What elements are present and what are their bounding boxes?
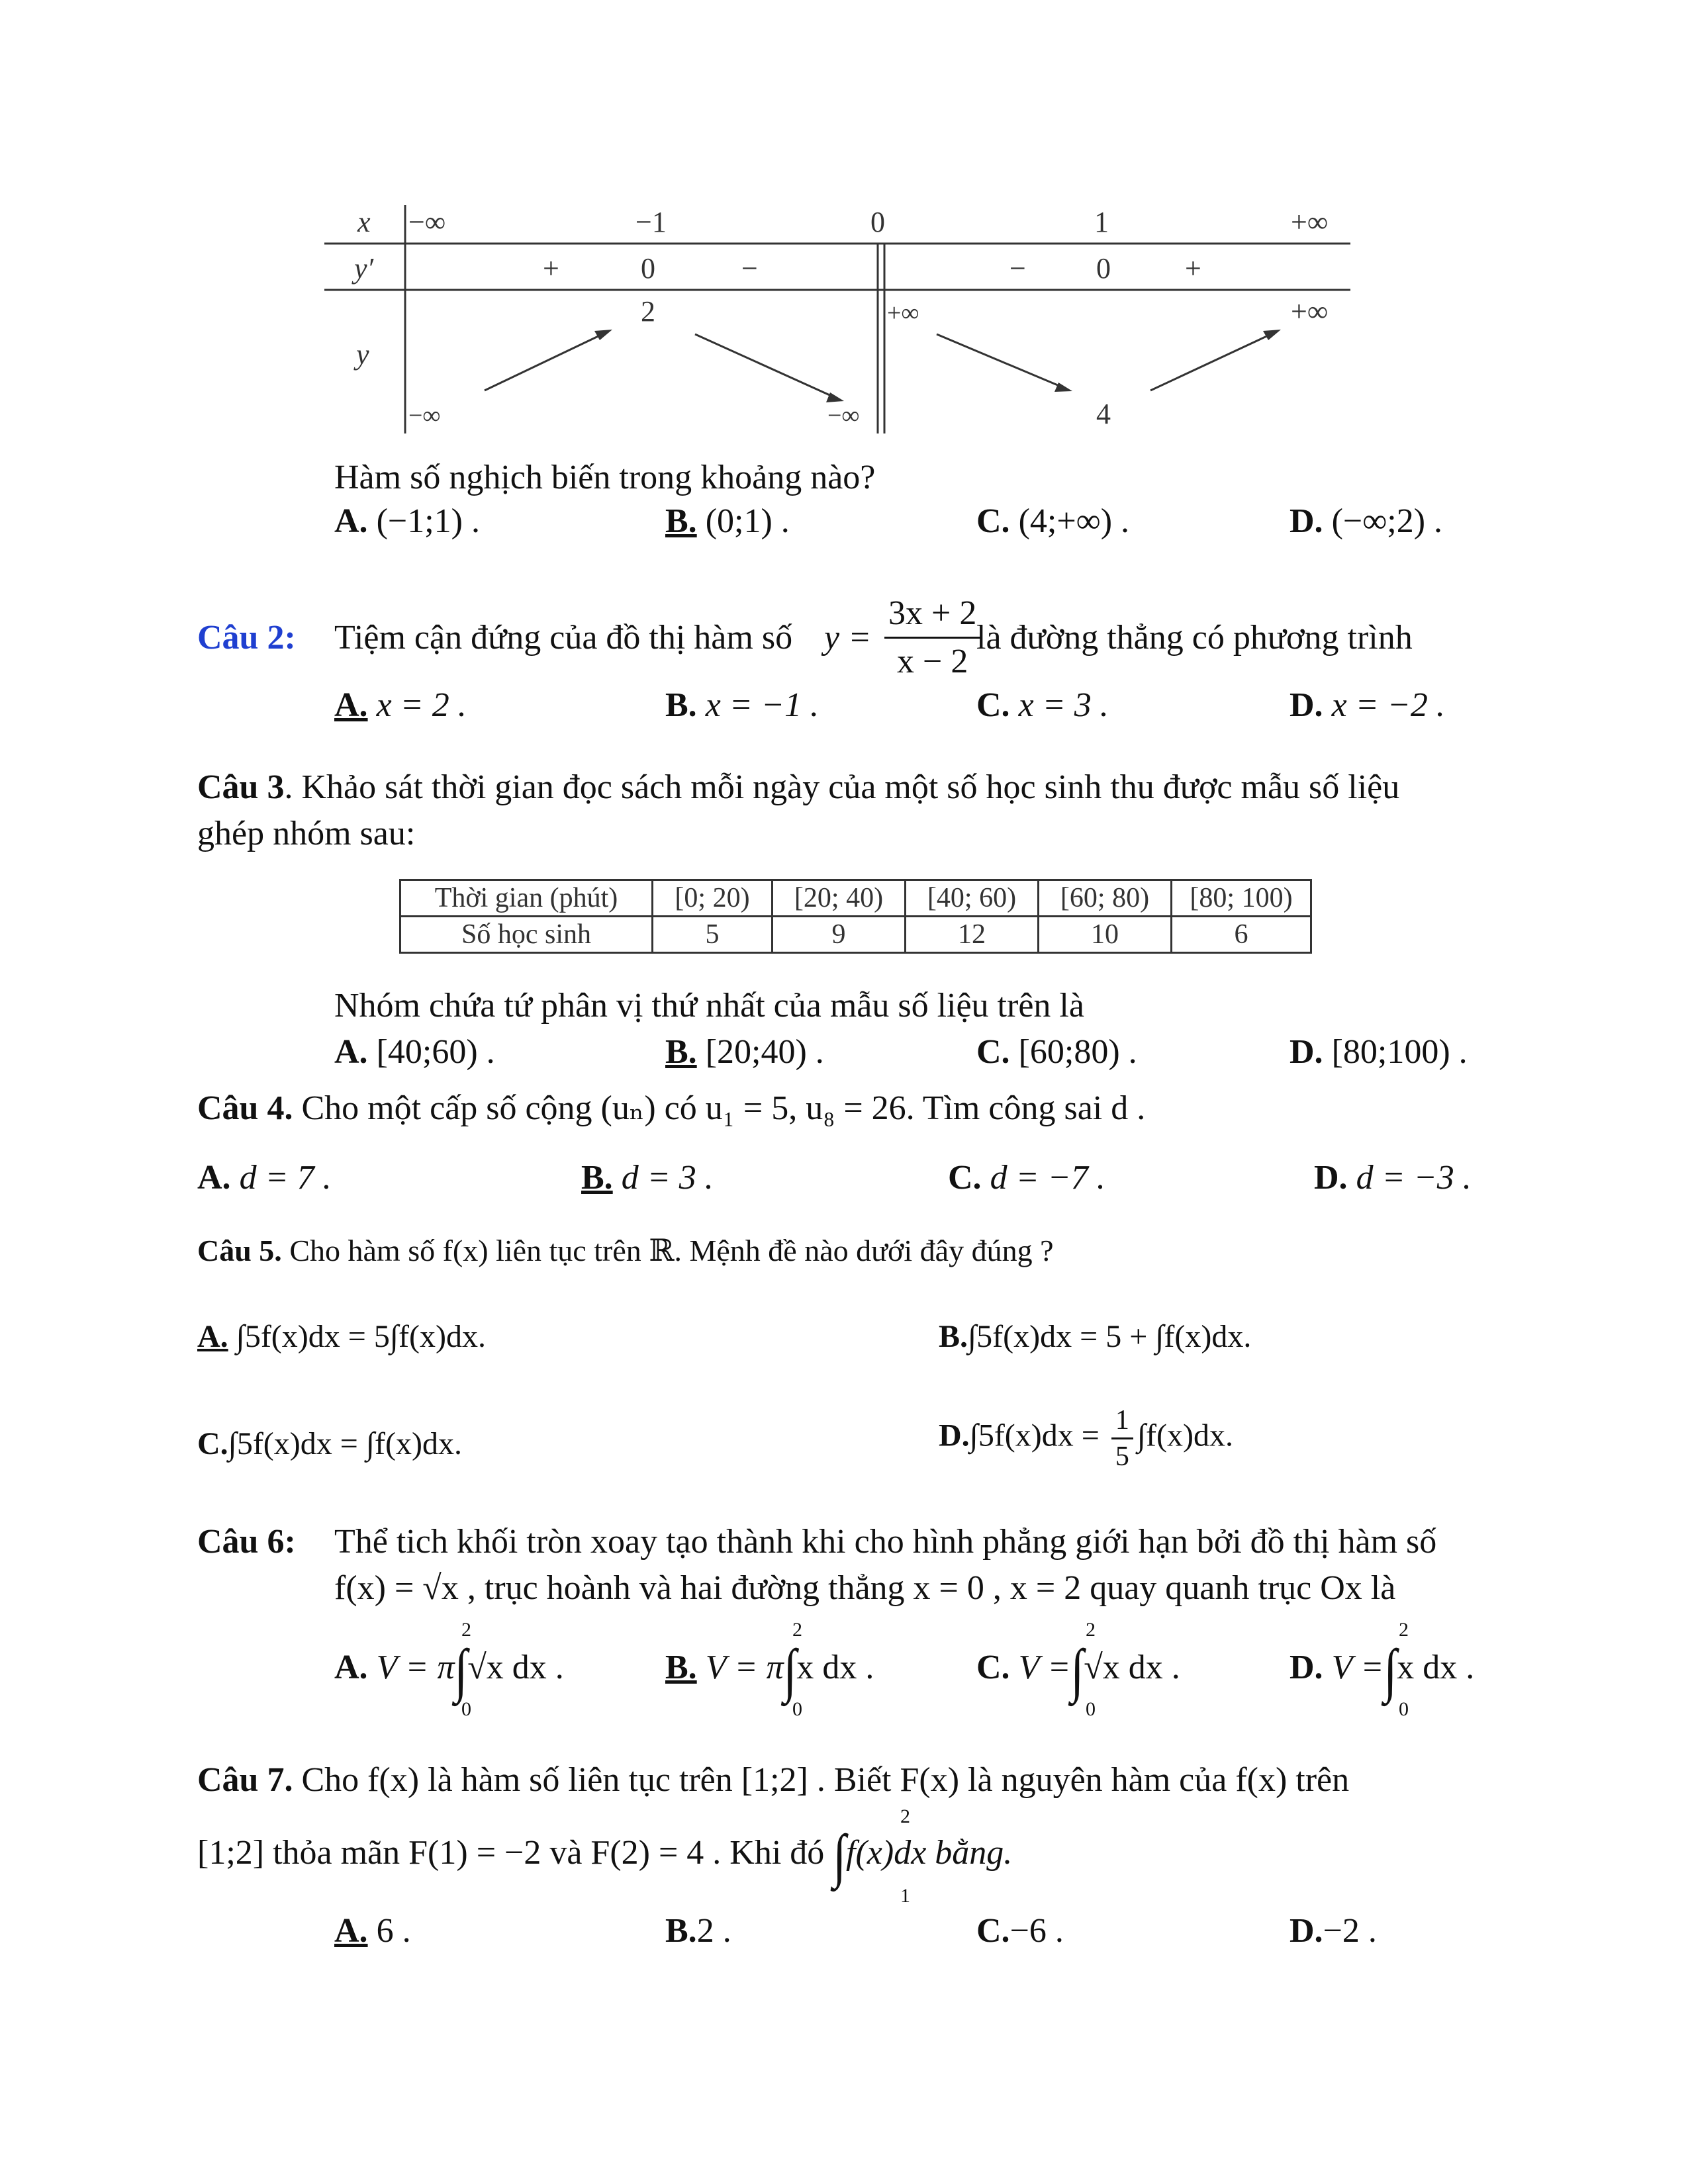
q6-label: Câu 6: xyxy=(197,1523,296,1561)
table-cell: [20; 40) xyxy=(773,880,906,917)
q6-line1: Thể tich khối tròn xoay tạo thành khi cho hình phẳng giới hạn bởi đồ thị hàm số xyxy=(334,1523,1437,1561)
q5-option-d[interactable]: D.∫5f(x)dx = $\frac{1}{5}$ ∫f(x)dx. xyxy=(939,1403,1233,1474)
y-val: 4 xyxy=(1096,398,1111,430)
arrow-down-2 xyxy=(937,334,1062,387)
q3-option-b[interactable]: B. [20;40) . xyxy=(665,1033,824,1071)
q5-option-a[interactable]: A. ∫5f(x)dx = 5∫f(x)dx. xyxy=(197,1319,486,1354)
integral-sign: ∫ xyxy=(1070,1637,1084,1704)
q2-option-d[interactable]: D. x = −2 . xyxy=(1289,686,1445,724)
y-val: −∞ xyxy=(827,402,860,430)
table-cell: [60; 80) xyxy=(1039,880,1172,917)
q3-option-c[interactable]: C. [60;80) . xyxy=(976,1033,1137,1071)
q5-option-b[interactable]: B.∫5f(x)dx = 5 + ∫f(x)dx. xyxy=(939,1319,1252,1354)
q7-option-c[interactable]: C.−6 . xyxy=(976,1912,1064,1950)
q2-y-eq: y = xyxy=(824,619,872,657)
q3-line2: ghép nhóm sau: xyxy=(197,815,416,852)
y-val: +∞ xyxy=(887,299,919,327)
q6-d-lower: 0 xyxy=(1399,1698,1409,1720)
q5-option-c[interactable]: C.∫5f(x)dx = ∫f(x)dx. xyxy=(197,1426,462,1461)
yp-sign: + xyxy=(1185,252,1201,285)
q6-option-d[interactable]: D. V =∫x dx . xyxy=(1289,1637,1475,1704)
y-val: −∞ xyxy=(408,402,441,430)
q6-a-upper: 2 xyxy=(461,1619,471,1641)
q6-b-lower: 0 xyxy=(792,1698,802,1720)
q4-option-c[interactable]: C. d = −7 . xyxy=(948,1159,1105,1197)
arrow-up-2 xyxy=(1150,334,1271,390)
x-val: +∞ xyxy=(1291,206,1329,238)
table-cell: 6 xyxy=(1172,917,1311,953)
q2-fraction xyxy=(880,590,984,685)
q2-option-c[interactable]: C. x = 3 . xyxy=(976,686,1109,724)
q1-prompt: Hàm số nghịch biến trong khoảng nào? xyxy=(334,459,876,496)
q3-data-table xyxy=(399,879,1312,954)
q1-option-b[interactable]: B. (0;1) . xyxy=(665,502,790,540)
q2-text-before: Tiệm cận đứng của đồ thị hàm số xyxy=(334,619,793,657)
yp-sign: − xyxy=(741,252,758,285)
q3-line1: Câu 3. Khảo sát thời gian đọc sách mỗi ngày của một số học sinh thu được mẫu số liệu xyxy=(197,768,1400,806)
q2-option-a[interactable]: A. x = 2 . xyxy=(334,686,467,724)
q6-a-lower: 0 xyxy=(461,1698,471,1720)
q7-lower: 1 xyxy=(900,1885,910,1907)
q7-line2: [1;2] thỏa mãn F(1) = −2 và F(2) = 4 . Khi đó ∫f(x)dx bằng. xyxy=(197,1823,1013,1889)
arrow-down-1 xyxy=(695,334,834,397)
table-cell: Thời gian (phút) xyxy=(400,880,653,917)
q4-text: Câu 4. Cho một cấp số cộng (uₙ) có u₁ = 5, u₈ = 26. Tìm công sai d . xyxy=(197,1089,1146,1127)
arrow-up-1 xyxy=(485,334,602,390)
y-val: +∞ xyxy=(1291,295,1329,328)
q6-c-lower: 0 xyxy=(1086,1698,1096,1720)
yp-sign: 0 xyxy=(641,252,655,285)
x-val: 0 xyxy=(870,206,885,238)
table-row xyxy=(400,880,1311,917)
q2-denominator: x − 2 xyxy=(897,643,968,680)
table-cell: 9 xyxy=(773,917,906,953)
integral-sign: ∫ xyxy=(833,1823,847,1889)
integral-sign: ∫ xyxy=(1383,1637,1397,1704)
q7-option-a[interactable]: A. 6 . xyxy=(334,1912,411,1950)
q6-d-upper: 2 xyxy=(1399,1619,1409,1641)
integral-sign: ∫ xyxy=(783,1637,797,1704)
table-cell: [0; 20) xyxy=(653,880,773,917)
y-val: 2 xyxy=(641,295,655,328)
q7-upper: 2 xyxy=(900,1805,910,1827)
label-x: x xyxy=(357,206,371,238)
table-cell: 10 xyxy=(1039,917,1172,953)
yp-sign: 0 xyxy=(1096,252,1111,285)
q2-label: Câu 2: xyxy=(197,619,296,657)
q4-option-a[interactable]: A. d = 7 . xyxy=(197,1159,332,1197)
q6-option-b[interactable]: B. V = π∫x dx . xyxy=(665,1637,874,1704)
label-yprime: y′ xyxy=(354,252,374,285)
q5-text: Câu 5. Cho hàm số f(x) liên tục trên ℝ. Mệnh đề nào dưới đây đúng ? xyxy=(197,1234,1054,1267)
q1-option-a[interactable]: A. (−1;1) . xyxy=(334,502,480,540)
q1-option-d[interactable]: D. (−∞;2) . xyxy=(1289,502,1443,540)
x-val: −1 xyxy=(635,206,667,238)
q7-line1: Câu 7. Cho f(x) là hàm số liên tục trên [1;2] . Biết F(x) là nguyên hàm của f(x) trên xyxy=(197,1761,1350,1799)
table-row xyxy=(400,917,1311,953)
q2-option-b[interactable]: B. x = −1 . xyxy=(665,686,819,724)
variation-table xyxy=(318,199,1364,443)
label-y: y xyxy=(356,338,369,371)
yp-sign: + xyxy=(543,252,559,285)
table-cell: [40; 60) xyxy=(906,880,1039,917)
yp-sign: − xyxy=(1009,252,1026,285)
q7-option-b[interactable]: B.2 . xyxy=(665,1912,731,1950)
q6-b-upper: 2 xyxy=(792,1619,802,1641)
x-val: 1 xyxy=(1094,206,1109,238)
q1-option-c[interactable]: C. (4;+∞) . xyxy=(976,502,1130,540)
q4-option-d[interactable]: D. d = −3 . xyxy=(1314,1159,1472,1197)
q3-option-d[interactable]: D. [80;100) . xyxy=(1289,1033,1468,1071)
q2-numerator: 3x + 2 xyxy=(884,590,980,639)
q3-prompt: Nhóm chứa tứ phân vị thứ nhất của mẫu số liệu trên là xyxy=(334,987,1084,1024)
q7-option-d[interactable]: D.−2 . xyxy=(1289,1912,1377,1950)
table-cell: 5 xyxy=(653,917,773,953)
x-val: −∞ xyxy=(408,206,446,238)
q6-option-c[interactable]: C. V =∫√x dx . xyxy=(976,1637,1180,1704)
integral-sign: ∫ xyxy=(454,1637,468,1704)
q3-option-a[interactable]: A. [40;60) . xyxy=(334,1033,495,1071)
table-cell: [80; 100) xyxy=(1172,880,1311,917)
q6-line2: f(x) = √x , trục hoành và hai đường thẳng x = 0 , x = 2 quay quanh trục Ox là xyxy=(334,1569,1396,1607)
q6-option-a[interactable]: A. V = π∫√x dx . xyxy=(334,1637,564,1704)
q6-c-upper: 2 xyxy=(1086,1619,1096,1641)
table-cell: Số học sinh xyxy=(400,917,653,953)
q4-option-b[interactable]: B. d = 3 . xyxy=(581,1159,714,1197)
q2-text-after: là đường thẳng có phương trình xyxy=(976,619,1413,657)
table-cell: 12 xyxy=(906,917,1039,953)
